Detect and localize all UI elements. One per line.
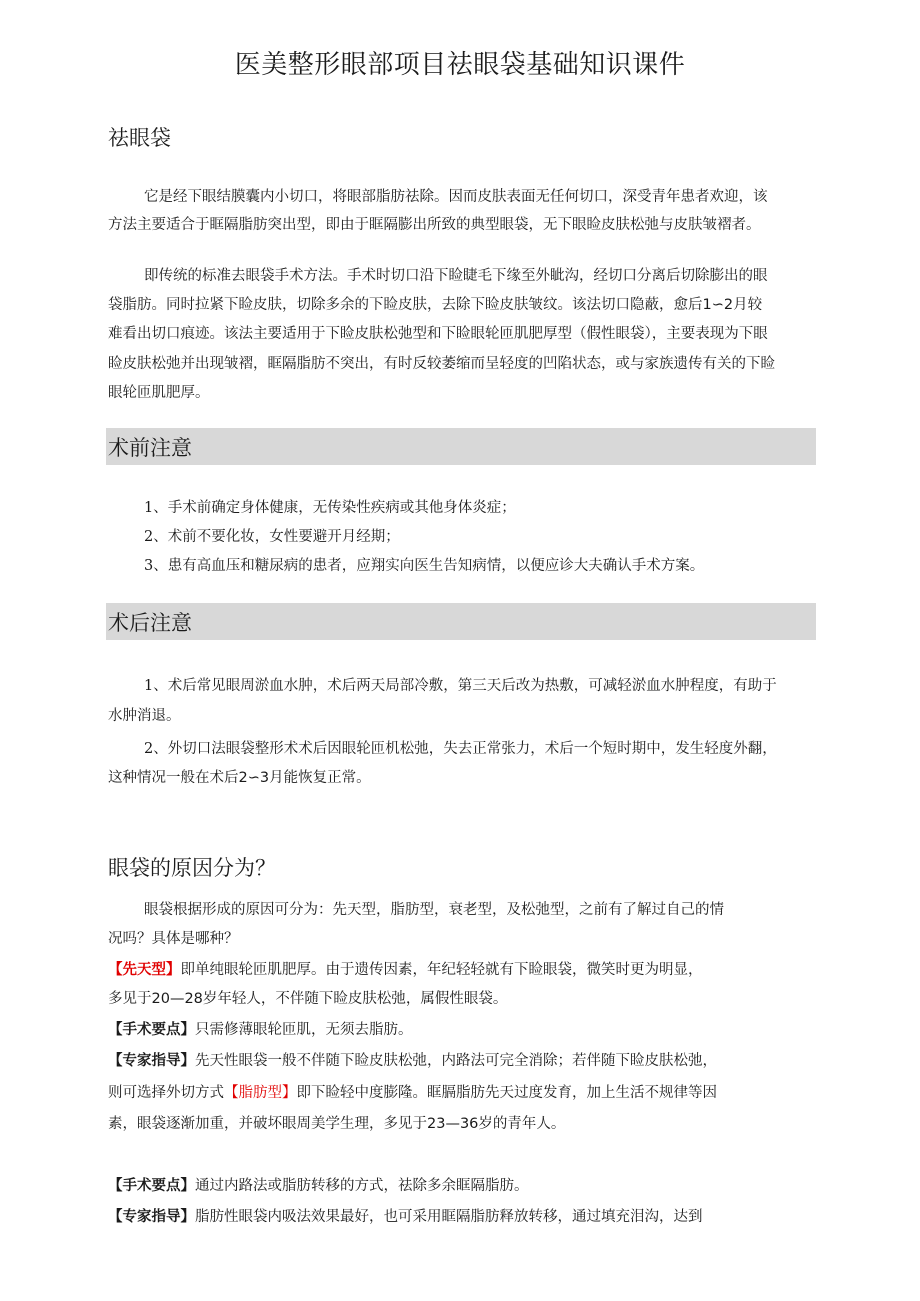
text-run: 这种情况一般在术后 <box>108 770 239 786</box>
paragraph-line: 它是经下眼结膜囊内小切口，将眼部脂肪祛除。因而皮肤表面无任何切口，深受青年患者欢迎，该 <box>144 189 768 205</box>
section-heading-eye-bag-removal: 祛眼袋 <box>108 126 171 150</box>
paragraph-line <box>108 1172 816 1200</box>
list-item: 1、手术前确定身体健康，无传染性疾病或其他身体炎症； <box>144 500 516 516</box>
paragraph-line: 难看出切口痕迹。该法主要适用于下睑皮肤松弛型和下睑眼轮匝肌肥厚型（假性眼袋），主要表现为下眼 <box>108 326 768 342</box>
page-title: 医美整形眼部项目祛眼袋基础知识课件 <box>234 50 686 80</box>
number-run: 23—36 <box>427 1116 479 1132</box>
text-run: 素，眼袋逐渐加重，并破坏眼周美学生理，多见于 <box>108 1116 427 1132</box>
list-item-continuation <box>108 764 816 792</box>
text-run: 月较 <box>733 297 763 313</box>
section-band-post-op <box>106 603 816 640</box>
text-run: 脂肪性眼袋内吸法效果最好，也可采用眶隔脂肪释放转移，通过填充泪沟，达到 <box>195 1209 703 1225</box>
tag-expert-guidance: 【专家指导】 <box>108 1208 195 1225</box>
text-run: 则可选择外切方式 <box>108 1085 224 1101</box>
tag-surgery-points: 【手术要点】 <box>108 1177 195 1194</box>
text-run: 只需修薄眼轮匝肌，无须去脂肪。 <box>195 1022 413 1038</box>
tag-surgery-points: 【手术要点】 <box>108 1021 195 1038</box>
list-item: 3、患有高血压和糖尿病的患者，应翔实向医生告知病情，以便应诊大夫确认手术方案。 <box>144 558 705 574</box>
paragraph-line: 眼轮匝肌肥厚。 <box>108 385 210 401</box>
tag-expert-guidance: 【专家指导】 <box>108 1052 195 1069</box>
tag-congenital: 【先天型】 <box>108 961 181 978</box>
paragraph-line <box>108 1047 816 1075</box>
number-run: 20—28 <box>151 991 203 1007</box>
section-heading-causes: 眼袋的原因分为？ <box>108 856 276 880</box>
section-heading-post-op: 术后注意 <box>108 611 192 635</box>
text-run: 岁年轻人，不伴随下睑皮肤松弛，属假性眼袋。 <box>202 991 508 1007</box>
text-run: 即单纯眼轮匝肌肥厚。由于遗传因素，年纪轻轻就有下睑眼袋，微笑时更为明显， <box>180 962 703 978</box>
paragraph-line <box>108 291 816 319</box>
paragraph-line <box>108 956 816 984</box>
paragraph-line: 况吗？具体是哪种？ <box>108 931 239 947</box>
text-run: 袋脂肪。同时拉紧下睑皮肤，切除多余的下睑皮肤，去除下睑皮肤皱纹。该法切口隐蔽，愈后 <box>108 297 703 313</box>
list-item-continuation: 水肿消退。 <box>108 708 181 724</box>
section-band-pre-op <box>106 428 816 465</box>
paragraph-line: 方法主要适合于眶隔脂肪突出型，即由于眶隔膨出所致的典型眼袋，无下眼睑皮肤松弛与皮肤皱褶者。 <box>108 217 761 233</box>
paragraph-line <box>108 1110 816 1138</box>
paragraph-line <box>108 985 816 1013</box>
paragraph-line: 眼袋根据形成的原因可分为：先天型，脂肪型，衰老型，及松弛型，之前有了解过自己的情 <box>144 902 724 918</box>
text-run: 多见于 <box>108 991 152 1007</box>
list-item: 2、外切口法眼袋整形术术后因眼轮匝机松弛，失去正常张力，术后一个短时期中，发生轻度外翻， <box>144 741 777 757</box>
number-run: 1∽2 <box>702 297 734 313</box>
number-run: 2∽3 <box>238 770 270 786</box>
text-run: 先天性眼袋一般不伴随下睑皮肤松弛，内路法可完全消除；若伴随下睑皮肤松弛， <box>195 1053 717 1069</box>
section-heading-pre-op: 术前注意 <box>108 436 192 460</box>
list-item: 2、术前不要化妆，女性要避开月经期； <box>144 529 400 545</box>
paragraph-line <box>108 1203 816 1231</box>
paragraph-line <box>108 1016 816 1044</box>
tag-fat-type: 【脂肪型】 <box>224 1085 297 1101</box>
text-run: 岁的青年人。 <box>478 1116 566 1132</box>
text-run: 即下睑轻中度膨隆。眶膈脂肪先天过度发育，加上生活不规律等因 <box>296 1085 717 1101</box>
paragraph-line: 即传统的标准去眼袋手术方法。手术时切口沿下睑睫毛下缘至外眦沟，经切口分离后切除膨出的眼 <box>144 268 768 284</box>
list-item: 1、术后常见眼周淤血水肿，术后两天局部冷敷，第三天后改为热敷，可减轻淤血水肿程度，有助于 <box>144 678 777 694</box>
paragraph-line <box>108 1079 816 1107</box>
text-run: 月能恢复正常。 <box>269 770 371 786</box>
text-run: 通过内路法或脂肪转移的方式，祛除多余眶隔脂肪。 <box>195 1178 529 1194</box>
paragraph-line: 睑皮肤松弛并出现皱褶，眶隔脂肪不突出，有时反较萎缩而呈轻度的凹陷状态，或与家族遗传有关的下睑 <box>108 356 775 372</box>
